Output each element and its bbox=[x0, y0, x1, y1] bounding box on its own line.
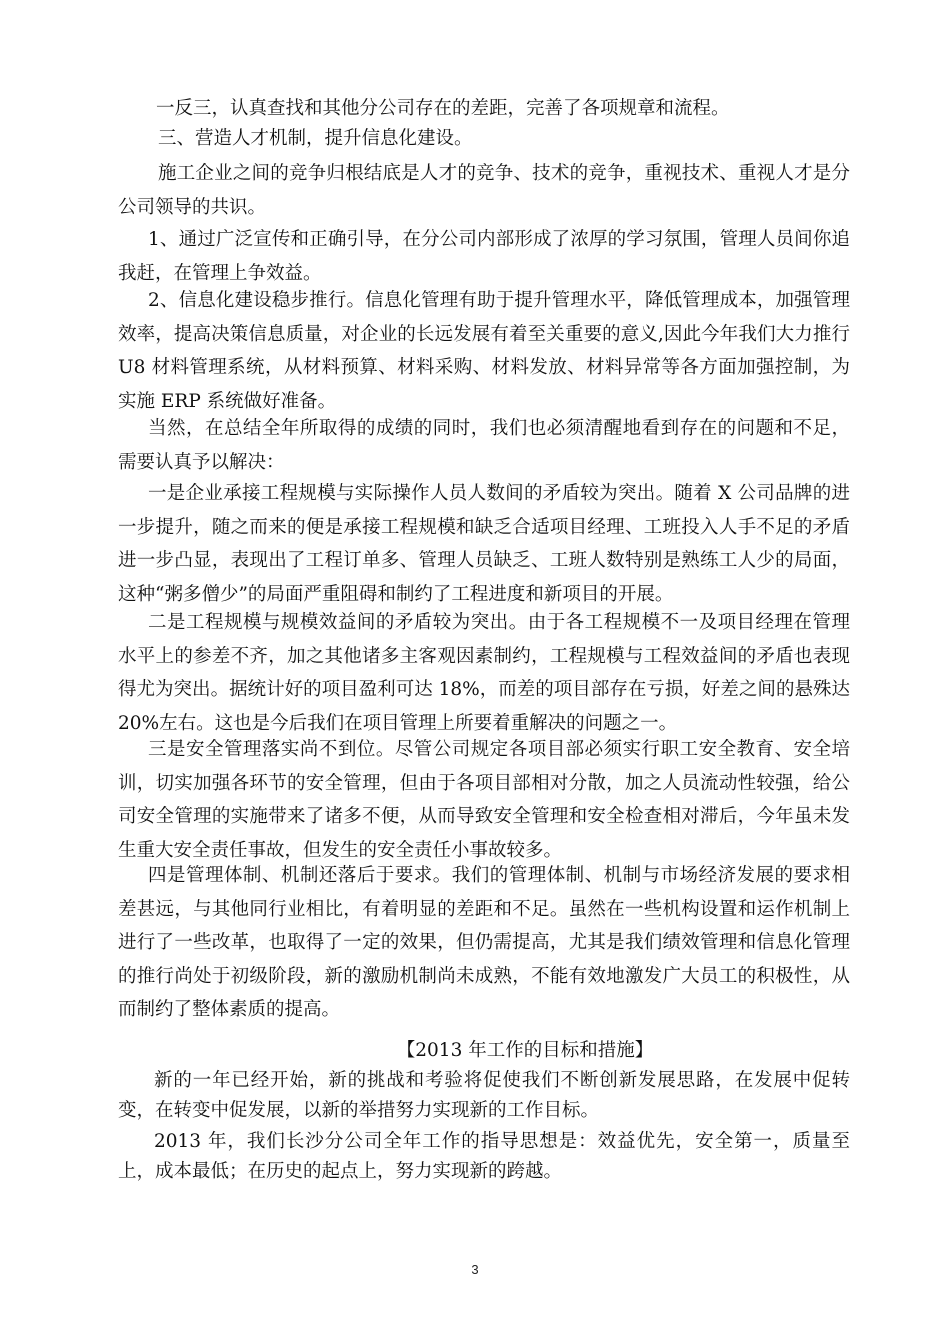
section-heading: 【2013 年工作的目标和措施】 bbox=[396, 1040, 654, 1061]
paragraph-item-2: 2、信息化建设稳步推行。信息化管理有助于提升管理水平，降低管理成本，加强管理效率，提高决策信息质量，对企业的长远发展有着至关重要的意义,因此今年我们大力推行U8 材料管理系统，从材料预算、材料采购、材料发放、材料异常等各方面加强控制，为实施 ERP 系统做好准备。 bbox=[118, 290, 850, 412]
paragraph-talent-competition: 施工企业之间的竞争归根结底是人才的竞争、技术的竞争，重视技术、重视人才是分公司领导的共识。 bbox=[118, 163, 850, 218]
paragraph-new-year: 新的一年已经开始，新的挑战和考验将促使我们不断创新发展思路，在发展中促转变，在转变中促发展，以新的举措努力实现新的工作目标。 bbox=[118, 1070, 850, 1121]
paragraph-problem-3: 三是安全管理落实尚不到位。尽管公司规定各项目部必须实行职工安全教育、安全培训，切实加强各环节的安全管理，但由于各项目部相对分散，加之人员流动性较强，给公司安全管理的实施带来了诸多不便，从而导致安全管理和安全检查相对滞后，今年虽未发生重大安全责任事故，但发生的安全责任小事故较多。 bbox=[118, 739, 850, 861]
paragraph-problem-4: 四是管理体制、机制还落后于要求。我们的管理体制、机制与市场经济发展的要求相差甚远，与其他同行业相比，有着明显的差距和不足。虽然在一些机构设置和运作机制上进行了一些改革，也取得了一定的效果，但仍需提高，尤其是我们绩效管理和信息化管理的推行尚处于初级阶段，新的激励机制尚未成熟，不能有效地激发广大员工的积极性，从而制约了整体素质的提高。 bbox=[118, 865, 850, 1020]
section-title-talent: 三、营造人才机制，提升信息化建设。 bbox=[158, 128, 473, 149]
paragraph-continuation: 一反三，认真查找和其他分公司存在的差距，完善了各项规章和流程。 bbox=[156, 98, 730, 119]
paragraph-problem-2: 二是工程规模与规模效益间的矛盾较为突出。由于各工程规模不一及项目经理在管理水平上的参差不齐，加之其他诸多主客观因素制约，工程规模与工程效益间的矛盾也表现得尤为突出。据统计好的项目盈利可达 18%，而差的项目部存在亏损，好差之间的悬殊达 20%左右。这也是今后我们在项目管理上所要着重解决的问题之一。 bbox=[118, 612, 850, 734]
paragraph-problem-1: 一是企业承接工程规模与实际操作人员人数间的矛盾较为突出。随着 X 公司品牌的进一步提升，随之而来的便是承接工程规模和缺乏合适项目经理、工班投入人手不足的矛盾进一步凸显，表现出了工程订单多、管理人员缺乏、工班人数特别是熟练工人少的局面，这种“粥多僧少”的局面严重阻碍和制约了工程进度和新项目的开展。 bbox=[118, 483, 850, 605]
paragraph-guiding-thought: 2013 年，我们长沙分公司全年工作的指导思想是：效益优先，安全第一，质量至上，成本最低；在历史的起点上，努力实现新的跨越。 bbox=[118, 1131, 850, 1182]
paragraph-problems-intro: 当然，在总结全年所取得的成绩的同时，我们也必须清醒地看到存在的问题和不足，需要认真予以解决： bbox=[118, 418, 850, 473]
paragraph-item-1: 1、通过广泛宣传和正确引导，在分公司内部形成了浓厚的学习氛围，管理人员间你追我赶，在管理上争效益。 bbox=[118, 229, 850, 284]
page-number: 3 bbox=[471, 1262, 479, 1277]
